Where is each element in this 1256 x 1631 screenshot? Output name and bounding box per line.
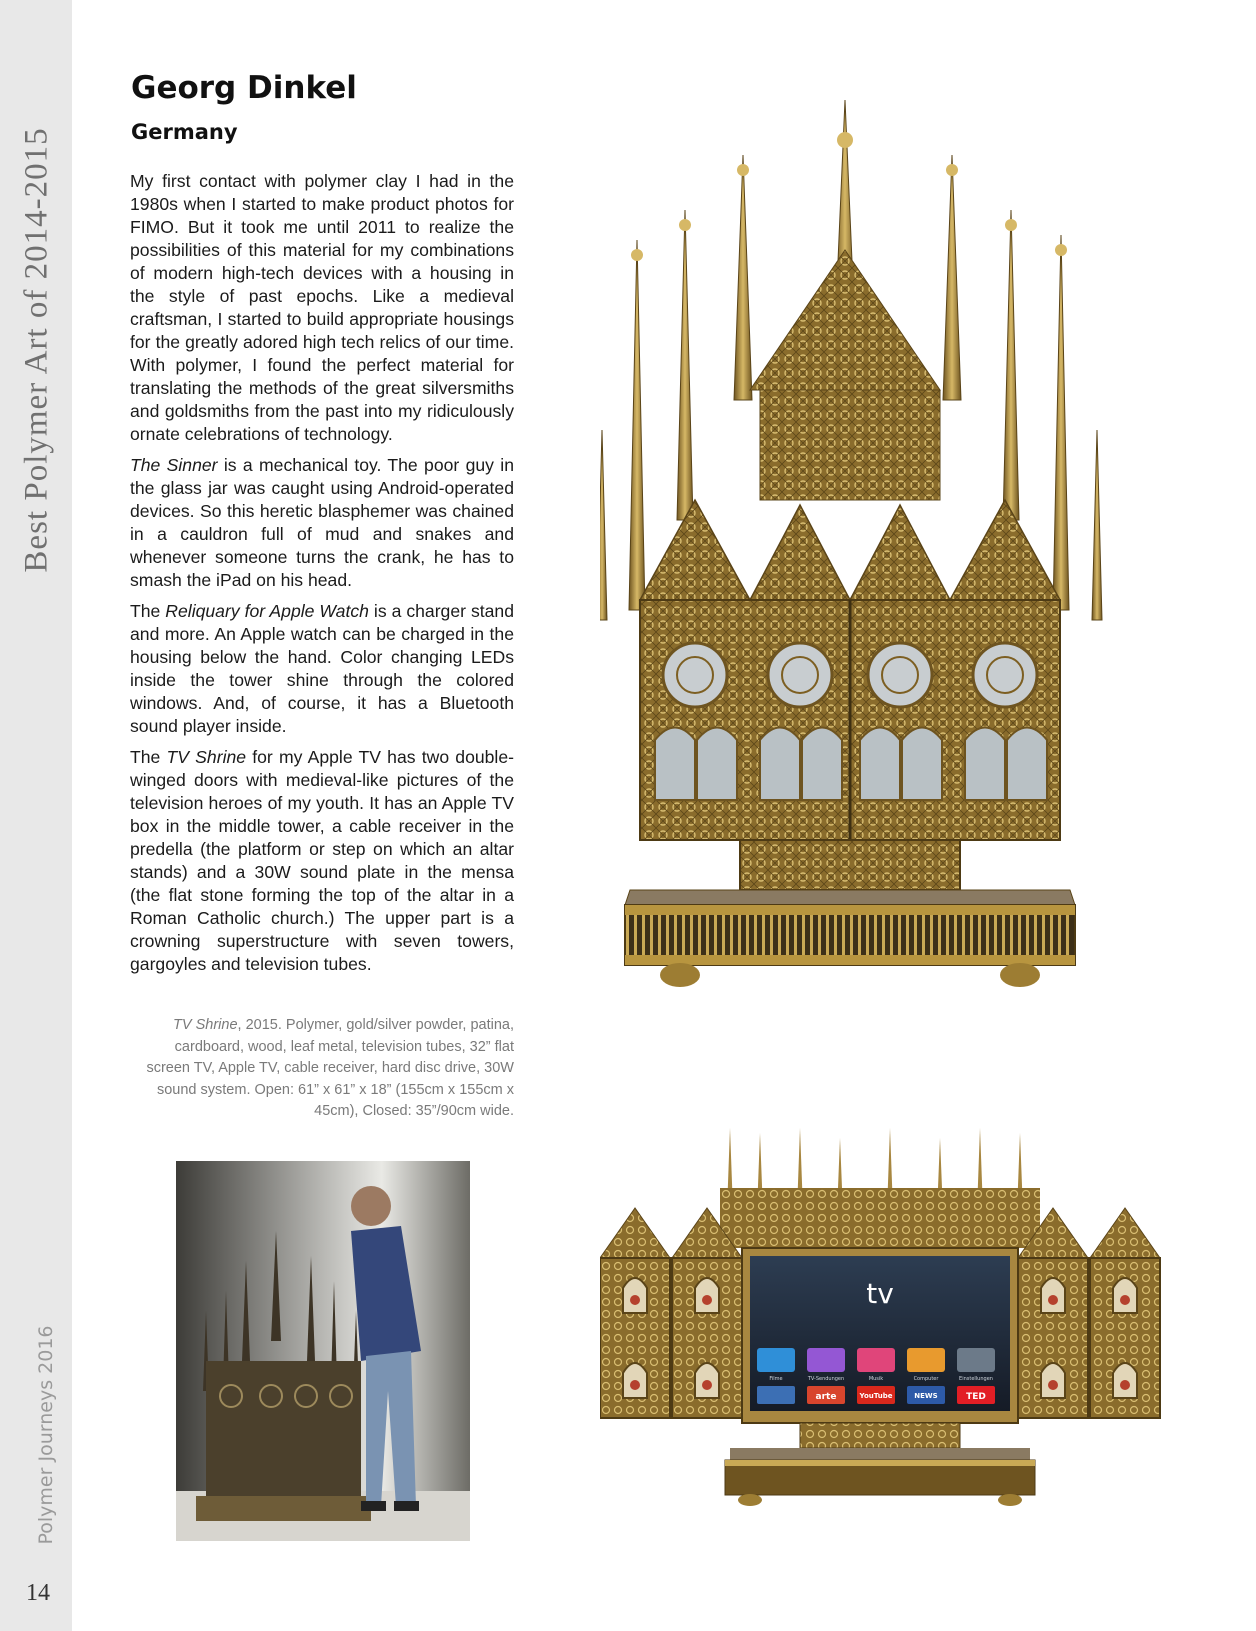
work-title-sinner: The Sinner xyxy=(130,455,218,475)
channel-tile xyxy=(757,1386,795,1404)
sidebar xyxy=(0,0,72,1631)
article-body xyxy=(130,170,514,984)
paragraph-tv-shrine: The TV Shrine for my Apple TV has two double-winged doors with medieval-like pictures of the television heroes of my youth. It has an Apple TV box in the middle tower, a cable receiver in the predella (the platform or step on which an altar stands) and a 30W sound plate in the mensa (the flat stone forming the top of the altar in a Roman Catholic church.) The upper part is a crowning superstructure with seven towers, gargoyles and television tubes. xyxy=(130,747,514,974)
publication-title: Best Polymer Art of 2014-2015 xyxy=(18,127,55,573)
paragraph-reliquary: The Reliquary for Apple Watch is a charger stand and more. An Apple watch can be charged in the housing below the hand. Color changing LEDs inside the tower shine through the colored windows. And, of course, it has a Bluetooth sound player inside. xyxy=(130,601,514,736)
paragraph-intro: My first contact with polymer clay I had in the 1980s when I started to make product photos for FIMO. But it took me until 2011 to realize the possibilities of this material for my combinations of modern high-tech devices with a housing in the style of past epochs. Like a medieval craftsman, I started to build appropriate housings for the greatly adored high tech relics of our time. With polymer, I found the perfect material for translating the methods of the great silversmiths and goldsmiths from the past into my ridiculously ornate celebrations of technology. xyxy=(130,171,514,444)
paragraph-sinner: The Sinner is a mechanical toy. The poor guy in the glass jar was caught using Android-operated devices. So this heretic blasphemer was chained in a cauldron full of mud and snakes and whenever someone turns the crank, he has to smash the iPad on his head. xyxy=(130,455,514,590)
app-label-musik: Musik xyxy=(868,1376,884,1382)
journal-name: Polymer Journeys 2016 xyxy=(35,1325,57,1545)
channel-label-news: NEWS xyxy=(914,1392,938,1400)
work-title-reliquary: Reliquary for Apple Watch xyxy=(165,601,369,621)
app-label-tv-sendungen: TV-Sendungen xyxy=(807,1376,845,1382)
tv-shows-app-icon xyxy=(807,1348,845,1372)
tv-shrine-open-photo xyxy=(600,1128,1180,1528)
caption-text: , 2015. Polymer, gold/silver powder, patina, cardboard, wood, leaf metal, television tubes, 32” flat screen TV, Apple TV, cable receiver, hard disc drive, 30W sound system. Open: 61” x 61” x 18” (155cm x 155cm x 45cm), Closed: 35”/90cm wide. xyxy=(146,1017,514,1119)
page-number: 14 xyxy=(26,1580,50,1606)
settings-app-icon xyxy=(957,1348,995,1372)
artist-with-shrine-illustration xyxy=(176,1161,470,1541)
artist-name: Georg Dinkel xyxy=(131,70,357,106)
app-label-computer: Computer xyxy=(913,1376,939,1382)
app-label-filme: Filme xyxy=(769,1376,783,1382)
channel-label-ted: TED xyxy=(966,1392,986,1402)
artist-with-shrine-photo xyxy=(176,1161,470,1541)
apple-tv-logo: tv xyxy=(866,1277,894,1310)
app-label-einstellungen: Einstellungen xyxy=(959,1376,993,1382)
channel-label-arte: arte xyxy=(815,1392,837,1402)
work-title-tv-shrine: TV Shrine xyxy=(166,747,247,767)
tv-shrine-open-illustration xyxy=(600,1128,1180,1528)
tv-shrine-closed-illustration xyxy=(600,100,1160,1035)
artist-country: Germany xyxy=(131,120,238,144)
music-app-icon xyxy=(857,1348,895,1372)
caption-title: TV Shrine xyxy=(173,1017,238,1033)
channel-label-youtube: YouTube xyxy=(859,1392,893,1400)
movies-app-icon xyxy=(757,1348,795,1372)
tv-shrine-closed-photo xyxy=(600,100,1160,1035)
photo-caption xyxy=(140,1015,514,1123)
computer-app-icon xyxy=(907,1348,945,1372)
